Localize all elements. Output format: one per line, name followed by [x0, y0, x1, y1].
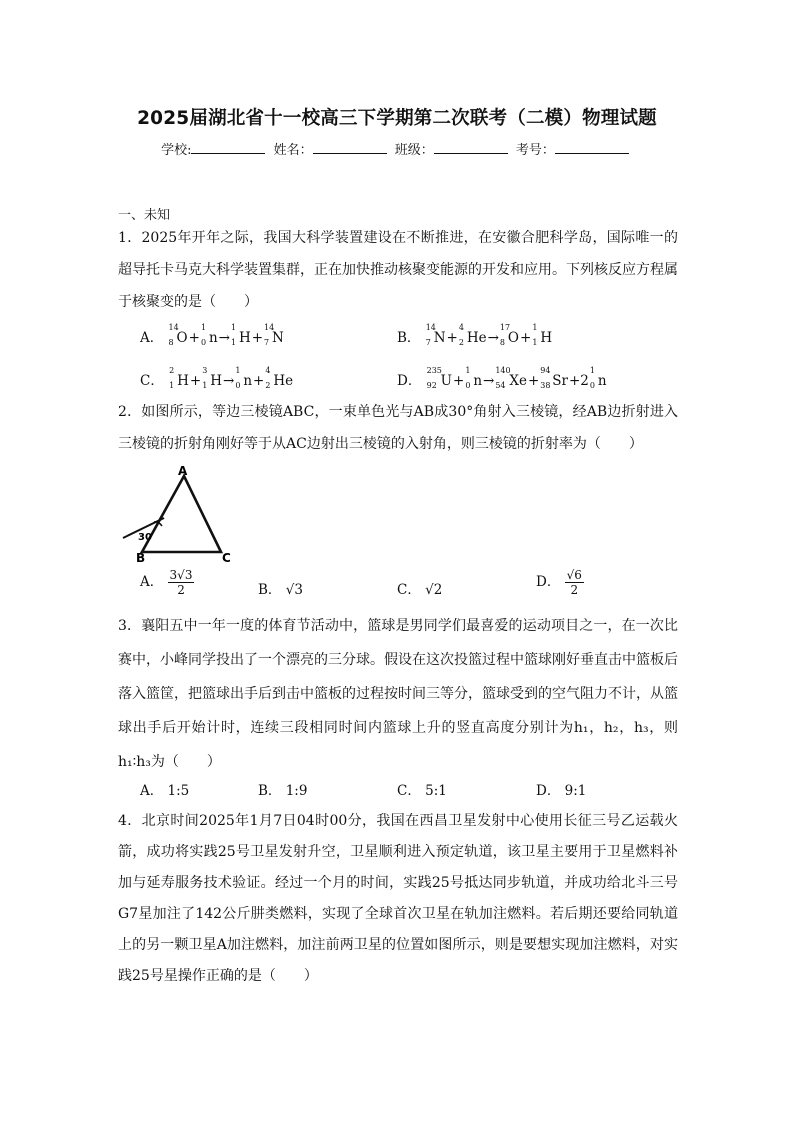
- q3-option-a: [140, 779, 189, 799]
- q3-option-a-label: A．: [140, 783, 164, 799]
- q1-option-d-label: D．: [397, 373, 422, 389]
- vertex-b-label: B: [136, 551, 146, 564]
- q2-option-b-value: √3: [285, 582, 303, 598]
- q1-option-b-label: B．: [397, 330, 421, 346]
- prism-triangle: [142, 476, 221, 552]
- q1-option-c: [140, 366, 294, 390]
- q2-a-numerator: 3√3: [169, 568, 193, 582]
- q3-option-b-value: 1:9: [285, 783, 308, 799]
- question-3-text: 3．襄阳五中一年一度的体育节活动中，篮球是男同学们最喜爱的运动项目之一，在一次比赛中，小峰同学投出了一个漂亮的三分球。假设在这次投篮过程中篮球刚好垂直击中篮板后落入篮筐，把篮球出手后到击中篮板的过程按时间三等分，篮球受到的空气阻力不计，从篮球出手后开始计时，连续三段相同时间内篮球上升的竖直高度分别计为h₁，h₂，h₃，则h₁∶h₃为（ ）: [118, 618, 678, 770]
- student-info-line: [0, 139, 794, 158]
- q3-option-c-value: 5:1: [425, 783, 447, 799]
- q2-option-d-fraction: [565, 568, 584, 597]
- q2-option-c: [397, 578, 442, 598]
- q3-option-c-label: C．: [397, 783, 421, 799]
- school-label: 学校:: [161, 143, 192, 158]
- q1-option-d-equation: 235 92 U+ 1 0 n→ 140 54 Xe+ 94 38 Sr+2 1 0 n: [426, 366, 607, 390]
- q2-d-denominator: 2: [570, 583, 579, 597]
- q3-option-b: [258, 779, 307, 799]
- q1-option-d: [397, 366, 608, 390]
- q3-option-a-value: 1:5: [167, 783, 190, 799]
- q3-option-d-label: D．: [536, 783, 561, 799]
- q2-d-numerator: √6: [566, 568, 582, 582]
- vertex-a-label: A: [178, 464, 188, 478]
- q1-option-a-equation: 14 8 O+ 1 0 n→ 1 1 H+ 14 7 N: [168, 323, 284, 347]
- q1-option-a-label: A．: [140, 330, 164, 346]
- question-4-text: 4．北京时间2025年1月7日04时00分，我国在西昌卫星发射中心使用长征三号乙运载火箭，成功将实践25号卫星发射升空，卫星顺利进入预定轨道，该卫星主要用于卫星燃料补加与延寿服务技术验证。经过一个月的时间，实践25号抵达同步轨道，并成功给北斗三号G7星加注了142公斤肼类燃料，实现了全球首次卫星在轨加注燃料。若后期还要给同轨道上的另一颗卫星A加注燃料，加注前两卫星的位置如图所示，则是要想实现加注燃料，对实践25号星操作正确的是（ ）: [118, 813, 678, 984]
- q1-option-b-equation: 14 7 N+ 4 2 He→ 17 8 O+ 1 1 H: [425, 323, 553, 347]
- exam-no-blank: [555, 141, 629, 154]
- q2-option-d: [536, 568, 584, 597]
- q3-option-d-value: 9:1: [564, 783, 587, 799]
- q2-a-denominator: 2: [177, 583, 185, 597]
- question-1-text: 1．2025年开年之际，我国大科学装置建设在不断推进，在安徽合肥科学岛，国际唯一的超导托卡马克大科学装置集群，正在加快推动核聚变能源的开发和应用。下列核反应方程属于核聚变的是（ ）: [118, 230, 678, 310]
- q2-option-d-label: D．: [536, 574, 561, 590]
- class-label: 班级：: [394, 143, 434, 158]
- section-heading: 一、未知: [118, 208, 171, 223]
- q1-option-c-label: C．: [140, 373, 164, 389]
- angle-label: 30: [138, 532, 152, 543]
- q3-option-c: [397, 779, 447, 799]
- question-2-text: 2．如图所示，等边三棱镜ABC，一束单色光与AB成30°角射入三棱镜，经AB边折射进入三棱镜的折射角刚好等于从AC边射出三棱镜的入射角，则三棱镜的折射率为（ ）: [118, 404, 678, 452]
- q1-option-a: [140, 323, 285, 347]
- q2-option-a-fraction: [168, 568, 195, 597]
- q2-option-b: [258, 578, 303, 598]
- q2-option-c-label: C．: [397, 582, 421, 598]
- q2-option-b-label: B．: [258, 582, 282, 598]
- q3-option-b-label: B．: [258, 783, 282, 799]
- q2-option-a-label: A．: [140, 574, 164, 590]
- exam-no-label: 考号：: [515, 143, 555, 158]
- q1-option-b: [397, 323, 553, 347]
- q2-option-a: [140, 568, 194, 597]
- name-blank: [313, 141, 387, 154]
- q2-option-c-value: √2: [425, 582, 443, 598]
- page-title: 2025届湖北省十一校高三下学期第二次联考（二模）物理试题: [137, 108, 657, 129]
- prism-figure: [118, 464, 243, 564]
- vertex-c-label: C: [222, 551, 231, 564]
- q3-option-d: [536, 779, 586, 799]
- class-blank: [434, 141, 508, 154]
- name-label: 姓名：: [273, 143, 313, 158]
- school-blank: [191, 141, 265, 154]
- q1-option-c-equation: 2 1 H+ 3 1 H→ 1 0 n+ 4 2 He: [169, 366, 294, 390]
